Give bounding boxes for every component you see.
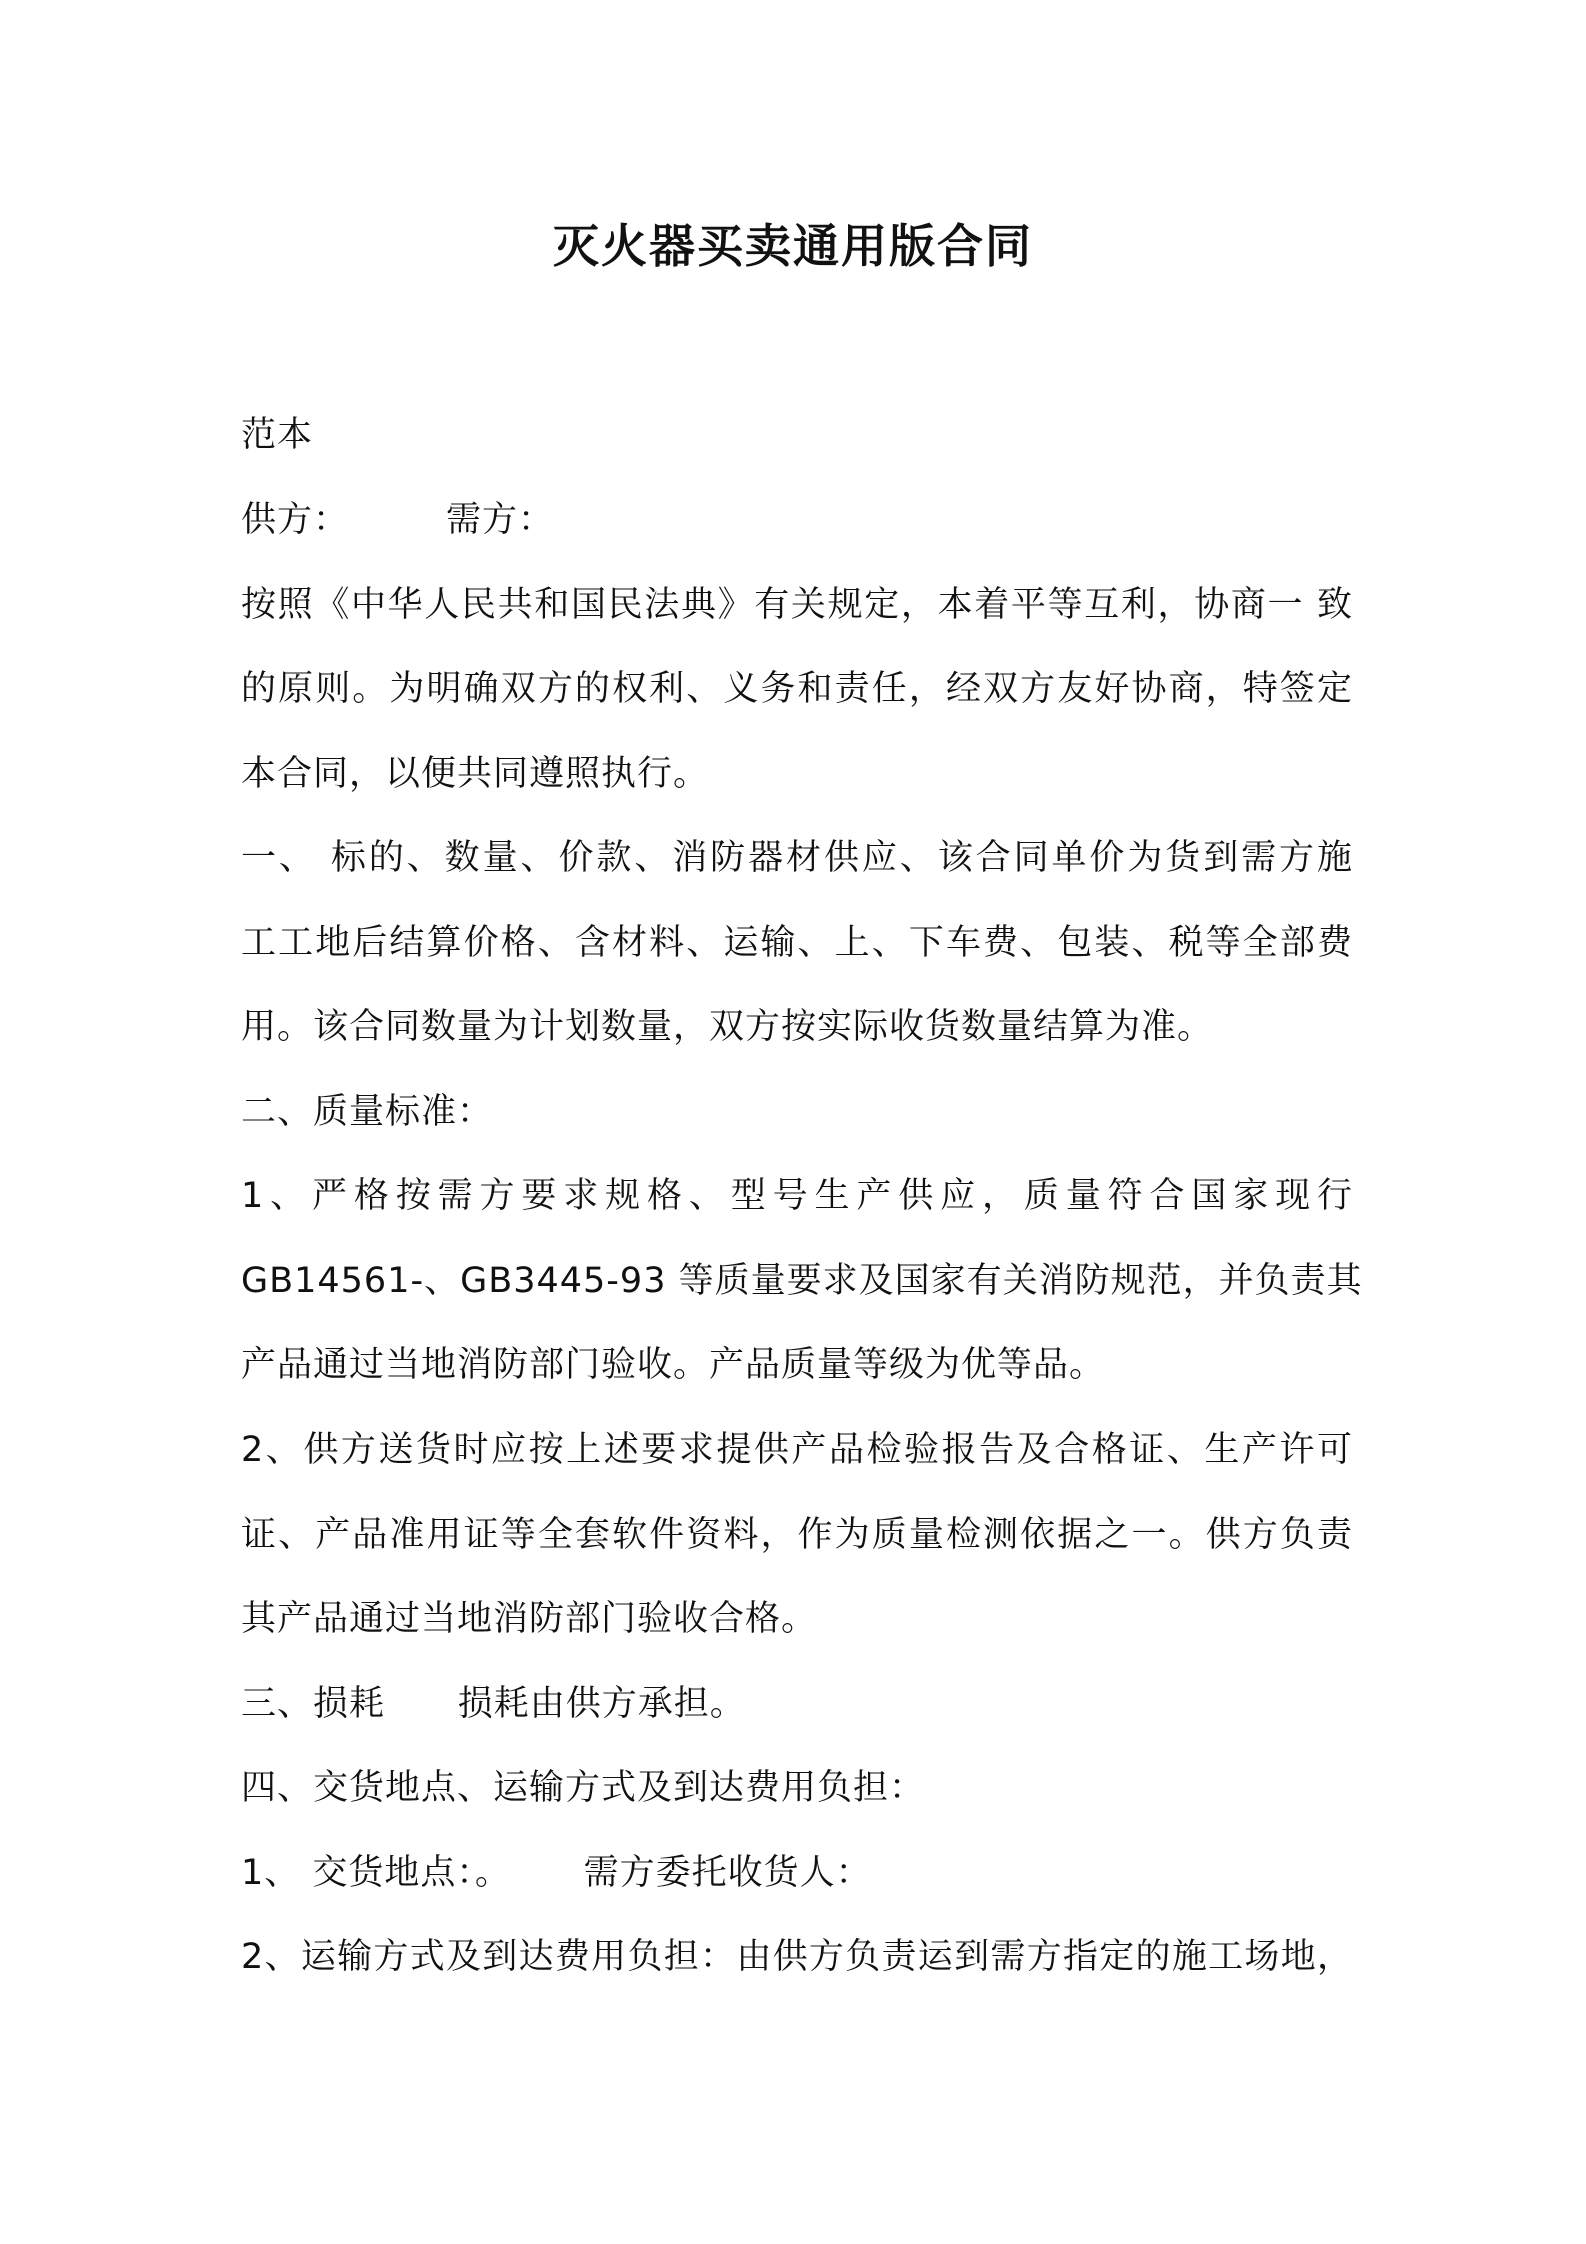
body-line: 证、产品准用证等全套软件资料，作为质量检测依据之一。供方负责 — [241, 1515, 1353, 1555]
section-heading: 二、质量标准： — [241, 1092, 494, 1132]
body-line: 本合同，以便共同遵照执行。 — [241, 754, 710, 794]
body-line: 产品通过当地消防部门验收。产品质量等级为优等品。 — [241, 1345, 1106, 1385]
body-line: 2、运输方式及到达费用负担：由供方负责运到需方指定的施工场地， — [241, 1937, 1353, 1977]
body-line: 其产品通过当地消防部门验收合格。 — [241, 1599, 818, 1639]
body-line: 的原则。为明确双方的权利、义务和责任，经双方友好协商，特签定 — [241, 669, 1353, 709]
body-line: 按照《中华人民共和国民法典》有关规定，本着平等互利，协商一 致 — [241, 585, 1353, 625]
body-line: 1、 交货地点：。 需方委托收货人： — [241, 1853, 872, 1893]
section-heading: 四、交货地点、运输方式及到达费用负担： — [241, 1768, 926, 1808]
body-line: 供方： 需方： — [241, 500, 555, 540]
body-line: 2、供方送货时应按上述要求提供产品检验报告及合格证、生产许可 — [241, 1430, 1353, 1470]
body-line: 一、 标的、数量、价款、消防器材供应、该合同单价为货到需方施 — [241, 838, 1353, 878]
body-line: 工工地后结算价格、含材料、运输、上、下车费、包装、税等全部费 — [241, 923, 1353, 963]
body-line: 1、严格按需方要求规格、型号生产供应，质量符合国家现行 — [241, 1176, 1353, 1216]
body-line: 用。该合同数量为计划数量，双方按实际收货数量结算为准。 — [241, 1007, 1214, 1047]
document-title: 灭火器买卖通用版合同 — [553, 219, 1033, 273]
body-line: GB14561-、GB3445-93 等质量要求及国家有关消防规范，并负责其 — [241, 1261, 1363, 1301]
body-line: 范本 — [241, 415, 314, 455]
section-heading: 三、损耗 损耗由供方承担。 — [241, 1684, 746, 1724]
